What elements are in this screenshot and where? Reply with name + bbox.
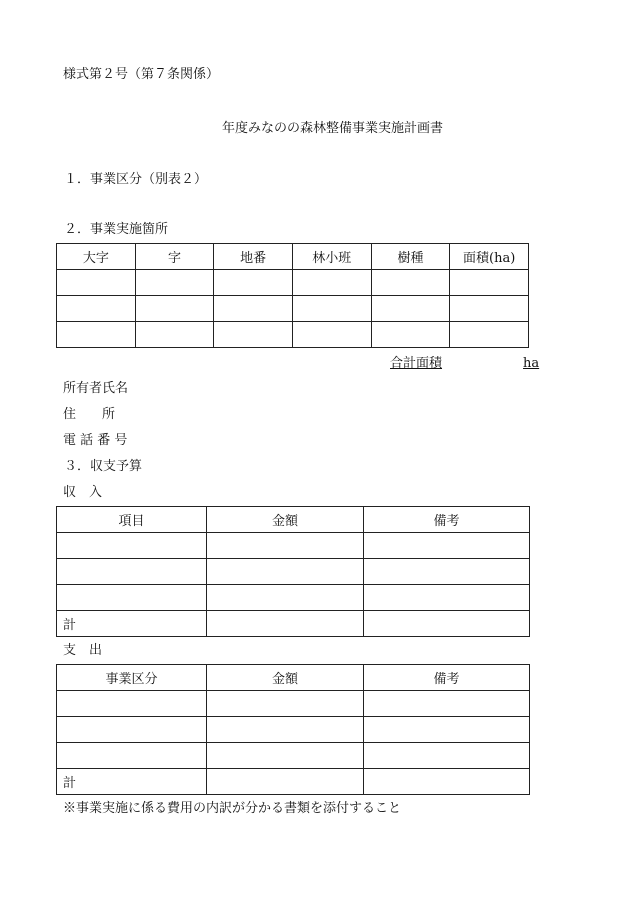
table-row xyxy=(57,270,529,296)
table-row xyxy=(57,717,530,743)
table-total-row xyxy=(57,769,530,795)
table-cell[interactable] xyxy=(450,322,529,348)
table-cell[interactable] xyxy=(57,585,207,611)
section-budget: ３．収支予算 xyxy=(64,459,143,474)
table-cell[interactable] xyxy=(207,743,364,769)
table-cell[interactable] xyxy=(371,296,450,322)
table-header-row xyxy=(57,665,530,691)
table-header-row xyxy=(57,244,529,270)
header-remarks: 備考 xyxy=(364,507,530,533)
table-cell[interactable] xyxy=(450,270,529,296)
table-cell[interactable] xyxy=(207,611,364,637)
total-area-line xyxy=(390,356,540,372)
form-number: 様式第２号（第７条関係） xyxy=(63,67,220,82)
income-table xyxy=(56,506,530,637)
header-tree-species: 樹種 xyxy=(371,244,450,270)
expense-label: 支 出 xyxy=(63,643,103,658)
table-row xyxy=(57,559,530,585)
table-cell[interactable] xyxy=(450,296,529,322)
table-cell[interactable] xyxy=(214,296,293,322)
header-remarks: 備考 xyxy=(364,665,530,691)
table-cell[interactable] xyxy=(57,559,207,585)
table-cell[interactable] xyxy=(207,691,364,717)
table-row xyxy=(57,691,530,717)
table-cell[interactable] xyxy=(57,322,136,348)
income-label: 収 入 xyxy=(63,485,103,500)
header-amount: 金額 xyxy=(207,507,364,533)
table-cell[interactable] xyxy=(207,717,364,743)
table-cell[interactable] xyxy=(57,533,207,559)
table-cell[interactable] xyxy=(292,270,371,296)
table-row xyxy=(57,533,530,559)
header-oaza: 大字 xyxy=(57,244,136,270)
header-area: 面積(ha) xyxy=(450,244,529,270)
header-lot-number: 地番 xyxy=(214,244,293,270)
table-row xyxy=(57,743,530,769)
header-item: 項目 xyxy=(57,507,207,533)
header-amount: 金額 xyxy=(207,665,364,691)
section-business-category: １．事業区分（別表２） xyxy=(64,172,208,187)
table-cell[interactable] xyxy=(135,270,214,296)
table-row xyxy=(57,585,530,611)
address-label: 住 所 xyxy=(63,407,116,422)
table-cell[interactable] xyxy=(292,322,371,348)
table-cell[interactable] xyxy=(57,691,207,717)
table-cell[interactable] xyxy=(371,322,450,348)
section-location: ２．事業実施箇所 xyxy=(64,222,169,237)
table-cell[interactable] xyxy=(364,769,530,795)
table-cell[interactable] xyxy=(135,296,214,322)
header-aza: 字 xyxy=(135,244,214,270)
table-total-row xyxy=(57,611,530,637)
header-business-category: 事業区分 xyxy=(57,665,207,691)
table-cell[interactable] xyxy=(207,585,364,611)
table-cell[interactable] xyxy=(364,559,530,585)
table-row xyxy=(57,322,529,348)
table-cell[interactable] xyxy=(207,559,364,585)
table-cell[interactable] xyxy=(214,270,293,296)
attachment-note: ※事業実施に係る費用の内訳が分かる書類を添付すること xyxy=(63,801,402,816)
header-forest-subcompartment: 林小班 xyxy=(292,244,371,270)
table-cell[interactable] xyxy=(57,270,136,296)
table-cell[interactable] xyxy=(364,585,530,611)
expense-table xyxy=(56,664,530,795)
total-area-unit: ha xyxy=(523,356,540,371)
table-cell[interactable] xyxy=(57,717,207,743)
table-cell[interactable] xyxy=(371,270,450,296)
owner-name-label: 所有者氏名 xyxy=(63,381,129,396)
phone-label: 電 話 番 号 xyxy=(63,433,128,448)
table-cell[interactable] xyxy=(207,533,364,559)
table-cell[interactable] xyxy=(364,691,530,717)
document-title: 年度みなのの森林整備事業実施計画書 xyxy=(222,121,444,136)
table-cell[interactable] xyxy=(57,296,136,322)
table-cell[interactable] xyxy=(364,717,530,743)
table-cell[interactable] xyxy=(135,322,214,348)
table-cell[interactable] xyxy=(207,769,364,795)
table-header-row xyxy=(57,507,530,533)
table-cell[interactable] xyxy=(364,533,530,559)
table-row xyxy=(57,296,529,322)
table-cell[interactable] xyxy=(214,322,293,348)
table-cell[interactable] xyxy=(292,296,371,322)
table-cell[interactable] xyxy=(364,743,530,769)
table-cell[interactable] xyxy=(57,743,207,769)
table-cell[interactable] xyxy=(364,611,530,637)
total-label: 計 xyxy=(57,611,207,637)
total-area-label: 合計面積 xyxy=(390,356,443,371)
location-table xyxy=(56,243,529,348)
total-label: 計 xyxy=(57,769,207,795)
